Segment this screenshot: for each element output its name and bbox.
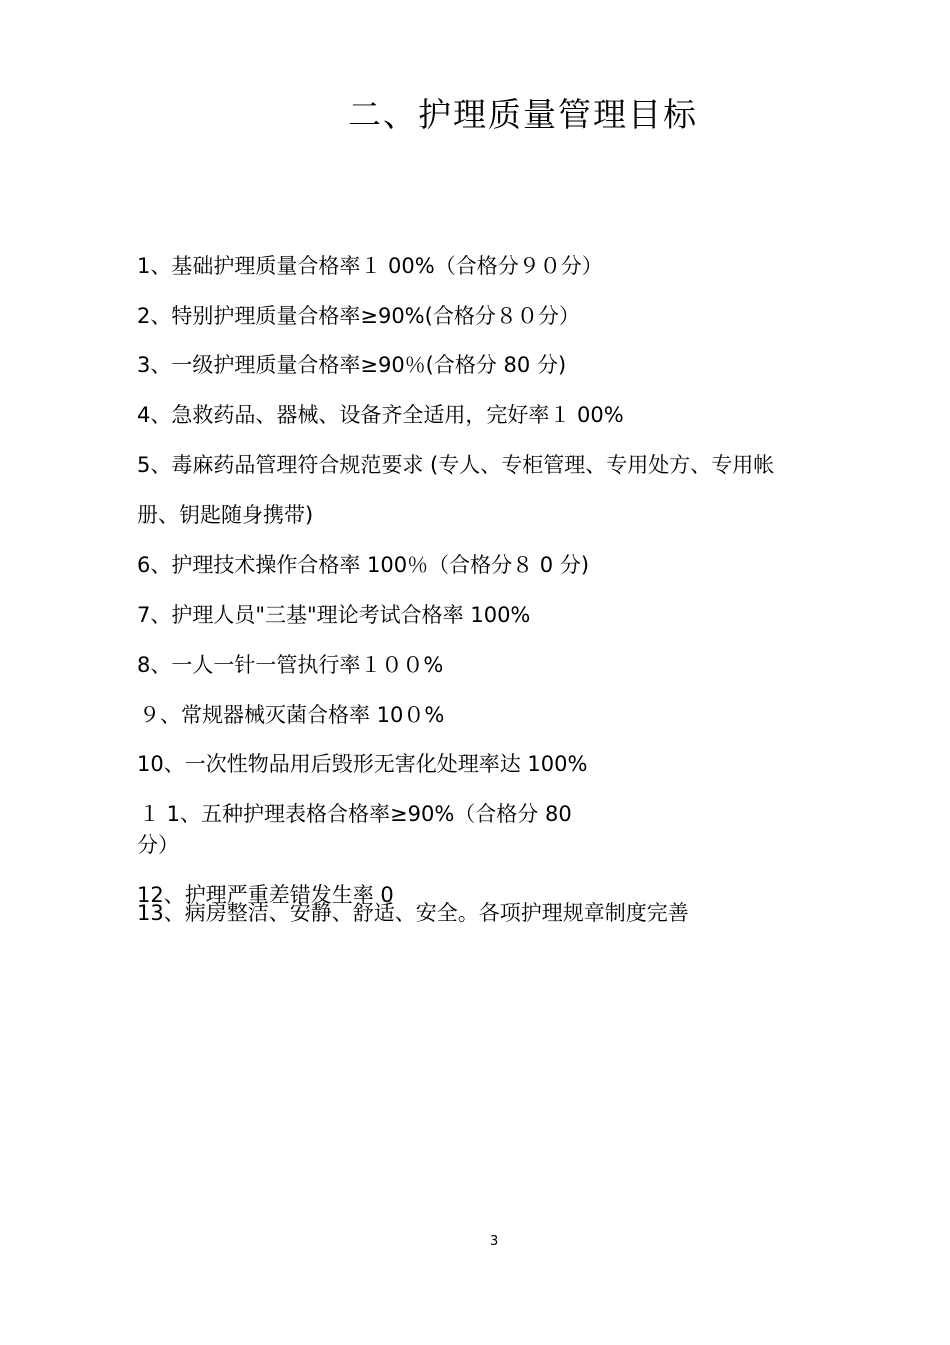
page-title: 二、护理质量管理目标 (348, 95, 698, 134)
goal-item-2: 2、特别护理质量合格率≥90%(合格分８０分） (137, 304, 580, 328)
goal-item-10: 10、一次性物品用后毁形无害化处理率达 100% (137, 752, 588, 776)
goal-item-12: 12、护理严重差错发生率 0 (137, 883, 394, 907)
goal-item-5-continued: 册、钥匙随身携带) (137, 503, 314, 527)
goal-item-7: 7、护理人员"三基"理论考试合格率 100% (137, 603, 531, 627)
goal-item-13: 13、病房整洁、安静、舒适、安全。各项护理规章制度完善 (137, 901, 689, 925)
goal-item-3: 3、一级护理质量合格率≥90％(合格分 80 分) (137, 353, 567, 377)
page-number: 3 (490, 1234, 499, 1249)
goal-item-4: 4、急救药品、器械、设备齐全适用，完好率１ 00% (137, 403, 624, 427)
goal-item-9: ９、常规器械灭菌合格率 10０% (139, 703, 445, 727)
goal-item-1: 1、基础护理质量合格率１ 00%（合格分９０分） (137, 254, 603, 278)
goal-item-5: 5、毒麻药品管理符合规范要求 (专人、专柜管理、专用处方、专用帐 (137, 453, 775, 477)
goal-item-11: １ 1、五种护理表格合格率≥90%（合格分 80 (139, 802, 572, 826)
goal-item-8: 8、一人一针一管执行率１００% (137, 653, 444, 677)
goal-item-6: 6、护理技术操作合格率 100％（合格分８ 0 分) (137, 553, 590, 577)
goal-item-11-continued: 分） (137, 833, 179, 857)
